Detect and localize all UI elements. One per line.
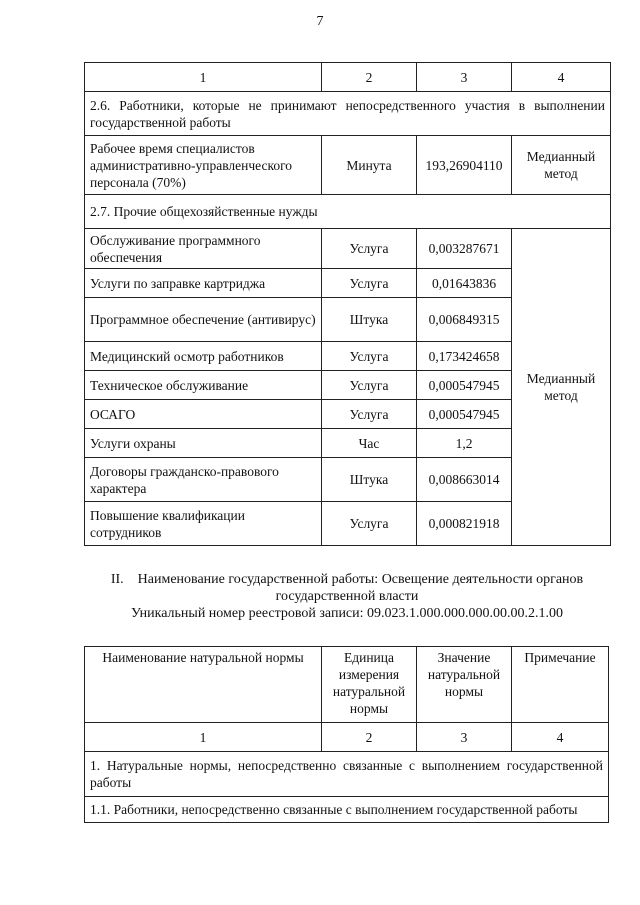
table-row [85,136,611,195]
table-header-row [85,647,609,723]
col-number-2: 2 [322,723,417,752]
row-name: Программное обеспечение (антивирус) [85,298,322,342]
section-1-1: 1.1. Работники, непосредственно связанные с выполнением государственной работы [85,797,609,823]
heading-line-2: государственной власти [275,589,419,604]
section-row [85,92,611,136]
row-name: Повышение квалификации сотрудников [85,502,322,546]
natural-norms-table [84,646,609,823]
row-value: 0,000821918 [417,502,512,546]
table-header-row [85,63,611,92]
row-unit: Услуга [322,269,417,298]
row-unit: Минута [322,136,417,195]
section-row [85,797,609,823]
heading-line-1: II. Наименование государственной работы: Освещение деятельности органов [110,572,584,587]
section-2-6: 2.6. Работники, которые не принимают непосредственного участия в выполнении государственной работы [85,92,611,136]
row-value: 193,26904110 [417,136,512,195]
section-2-7: 2.7. Прочие общехозяйственные нужды [85,195,611,229]
col-number-4: 4 [512,63,611,92]
section-row [85,752,609,797]
col-header-note: Примечание [512,647,609,723]
row-name: Услуги по заправке картриджа [85,269,322,298]
row-value: 0,003287671 [417,229,512,269]
col-number-3: 3 [417,723,512,752]
row-name: Медицинский осмотр работников [85,342,322,371]
section-1: 1. Натуральные нормы, непосредственно связанные с выполнением государственной работы [85,752,609,797]
row-unit: Штука [322,458,417,502]
row-value: 1,2 [417,429,512,458]
row-name: Обслуживание программного обеспечения [85,229,322,269]
col-number-2: 2 [322,63,417,92]
row-name: ОСАГО [85,400,322,429]
row-value: 0,006849315 [417,298,512,342]
row-unit: Услуга [322,371,417,400]
col-number-3: 3 [417,63,512,92]
row-value: 0,173424658 [417,342,512,371]
norms-table-continued [84,62,611,546]
row-unit: Штука [322,298,417,342]
rows-note: Медианный метод [512,229,611,546]
row-value: 0,000547945 [417,400,512,429]
row-unit: Час [322,429,417,458]
section-row [85,195,611,229]
row-unit: Услуга [322,342,417,371]
col-header-value: Значение натуральной нормы [417,647,512,723]
col-number-1: 1 [85,63,322,92]
row-name: Техническое обслуживание [85,371,322,400]
col-header-name: Наименование натуральной нормы [85,647,322,723]
row-unit: Услуга [322,400,417,429]
col-number-4: 4 [512,723,609,752]
row-value: 0,000547945 [417,371,512,400]
col-header-unit: Единица измерения натуральной нормы [322,647,417,723]
page-number: 7 [316,14,324,29]
row-name: Договоры гражданско-правового характера [85,458,322,502]
row-name: Рабочее время специалистов административно-управленческого персонала (70%) [85,136,322,195]
section-heading [84,571,610,622]
row-name: Услуги охраны [85,429,322,458]
col-number-1: 1 [85,723,322,752]
row-unit: Услуга [322,229,417,269]
row-unit: Услуга [322,502,417,546]
heading-line-3: Уникальный номер реестровой записи: 09.023.1.000.000.000.00.00.2.1.00 [130,606,564,621]
column-number-row [85,723,609,752]
row-value: 0,01643836 [417,269,512,298]
row-value: 0,008663014 [417,458,512,502]
row-note: Медианный метод [512,136,611,195]
table-row [85,229,611,269]
